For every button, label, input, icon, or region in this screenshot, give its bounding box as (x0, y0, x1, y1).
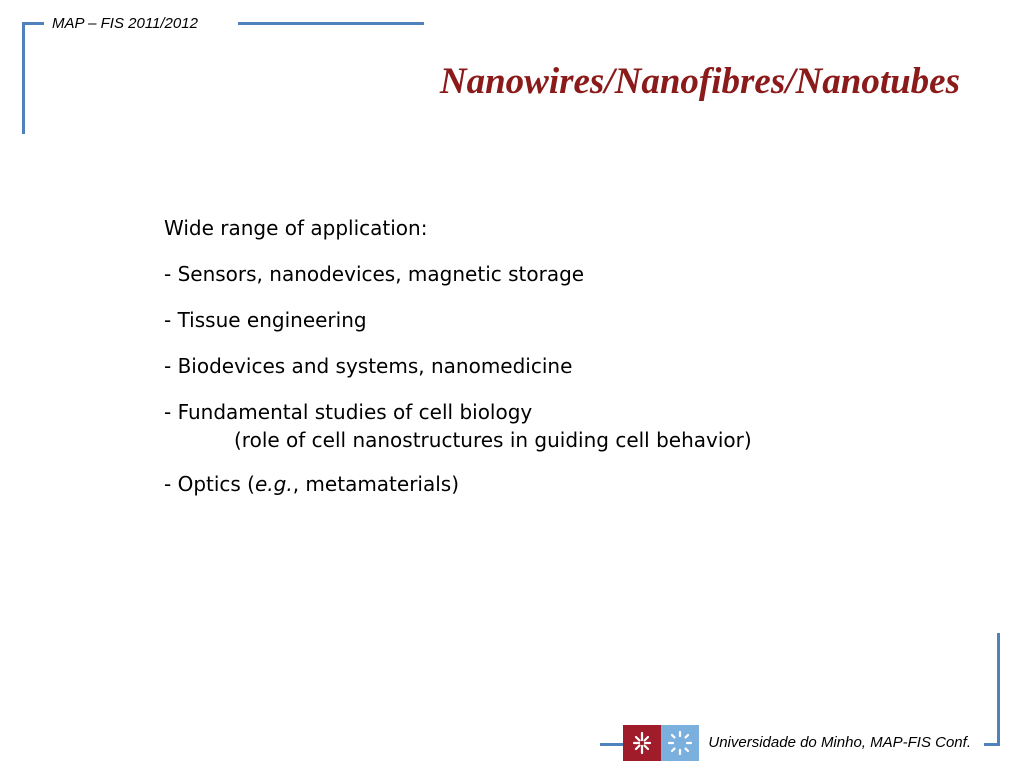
list-item-subtext: (role of cell nanostructures in guiding cell behavior) (234, 428, 752, 452)
footer-text: Universidade do Minho, MAP-FIS Conf. (708, 734, 971, 751)
frame-line-bottom-left-short (600, 743, 624, 746)
university-logo-blue-icon-graphic (661, 725, 699, 761)
list-item-text: - Fundamental studies of cell biology (164, 400, 533, 424)
frame-line-top-left-vertical (22, 24, 25, 134)
list-item-italic: e.g. (255, 472, 293, 496)
list-item: - Biodevices and systems, nanomedicine (164, 354, 573, 378)
slide-title: Nanowires/Nanofibres/Nanotubes (439, 61, 960, 102)
intro-text: Wide range of application: (164, 216, 428, 240)
university-logo-red-icon-graphic (623, 725, 661, 761)
list-item (164, 398, 864, 470)
list-item (164, 470, 864, 516)
list-item-prefix: - Optics ( (164, 472, 255, 496)
frame-line-bottom-right-short (984, 743, 1000, 746)
course-label: MAP – FIS 2011/2012 (52, 15, 198, 32)
list-item: - Sensors, nanodevices, magnetic storage (164, 262, 585, 286)
frame-line-bottom-right-vertical (997, 633, 1000, 745)
university-logo-blue-icon (661, 725, 699, 761)
university-logo-red-icon (623, 725, 661, 761)
frame-line-top-left-short (22, 22, 44, 25)
frame-line-top-left-long (238, 22, 424, 25)
list-item-suffix: , metamaterials) (292, 472, 460, 496)
slide-content (164, 214, 864, 516)
list-item: - Tissue engineering (164, 308, 367, 332)
